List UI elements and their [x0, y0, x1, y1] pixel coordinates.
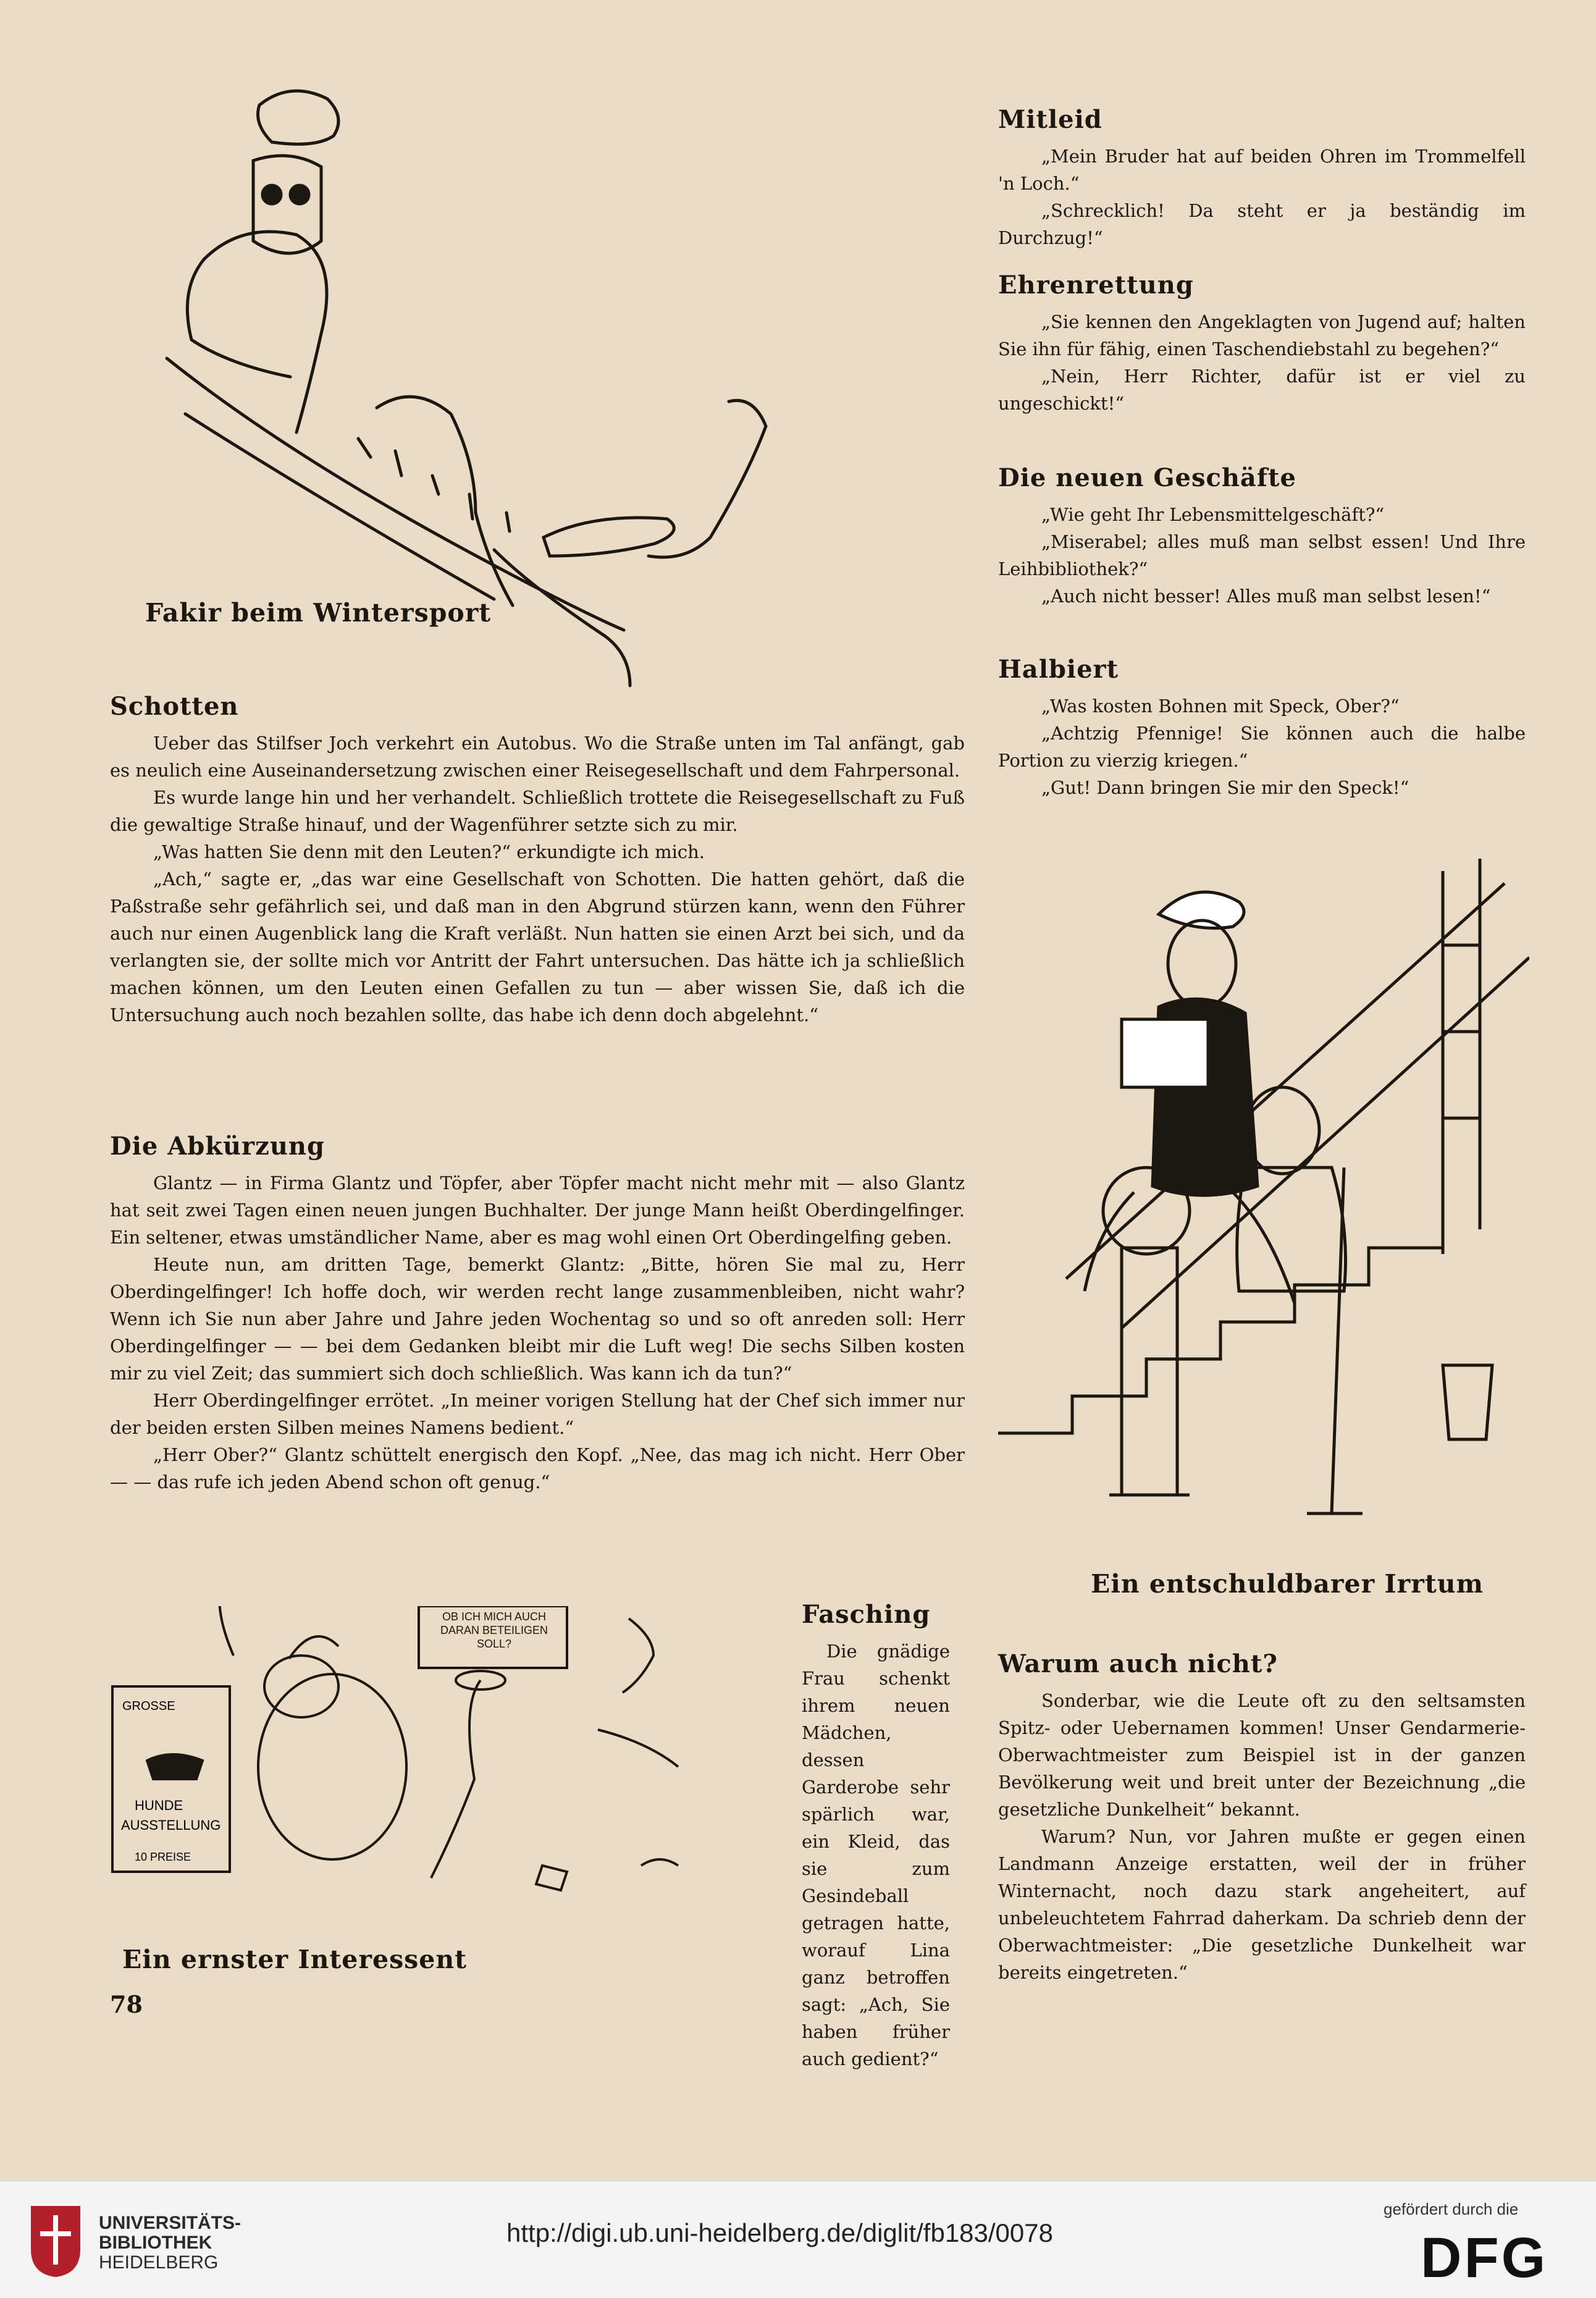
fasching-title: Fasching [802, 1600, 931, 1629]
footer-bar [0, 2181, 1596, 2298]
geschaefte-title: Die neuen Geschäfte [998, 463, 1296, 492]
geschaefte-para-2: „Miserabel; alles muß man selbst essen! Und Ihre Leihbibliothek?“ [998, 531, 1526, 579]
warum-title: Warum auch nicht? [998, 1649, 1278, 1678]
library-line-1: UNIVERSITÄTS- [99, 2213, 242, 2233]
schotten-para-3: „Was hatten Sie denn mit den Leuten?“ erkundigte ich mich. [153, 841, 705, 862]
caption-irrtum: Ein entschuldbarer Irrtum [1091, 1569, 1484, 1599]
poster-ausstellung: AUSSTELLUNG [121, 1817, 221, 1833]
fasching-para-1: Die gnädige Frau schenkt ihrem neuen Mädchen, dessen Garderobe sehr spärlich war, ein Kleid, das sie zum Gesindeball getragen hatte, worauf Lina ganz betroffen sagt: „Ach, Sie haben früher auch gedient?“ [802, 1641, 950, 2069]
warum-para-2: Warum? Nun, vor Jahren mußte er gegen einen Landmann Anzeige erstatten, weil der in früher Winternacht, noch dazu stark angeheitert, auf unbeleuchtetem Fahrrad daherkam. Da schrieb denn der Oberwachtmeister: „Die gesetzliche Dunkelheit war bereits eingetreten.“ [998, 1826, 1526, 1983]
abkuerzung-title: Die Abkürzung [110, 1132, 325, 1161]
dfg-logo[interactable]: DFG [1421, 2226, 1548, 2289]
halbiert-para-3: „Gut! Dann bringen Sie mir den Speck!“ [1041, 777, 1409, 798]
article-warum [998, 1649, 1526, 1986]
library-line-2: BIBLIOTHEK [99, 2233, 212, 2253]
permalink-url[interactable]: http://digi.ub.uni-heidelberg.de/diglit/fb183/0078 [506, 2218, 1053, 2247]
geschaefte-para-1: „Wie geht Ihr Lebensmittelgeschäft?“ [1041, 504, 1385, 525]
mitleid-para-1: „Mein Bruder hat auf beiden Ohren im Trommelfell 'n Loch.“ [998, 146, 1526, 194]
article-abkuerzung [110, 1132, 965, 1496]
speech-bubble: OB ICH MICH AUCH DARAN BETEILIGEN SOLL? [440, 1610, 548, 1650]
abkuerzung-para-3: Herr Oberdingelfinger errötet. „In meiner vorigen Stellung hat der Chef sich immer nur der beiden ersten Silben meines Namens bedient.“ [110, 1390, 965, 1438]
irrtum-illustration [998, 846, 1529, 1544]
ehrenrettung-para-2: „Nein, Herr Richter, dafür ist er viel zu ungeschickt!“ [998, 366, 1526, 414]
abkuerzung-para-1: Glantz — in Firma Glantz und Töpfer, aber Töpfer macht nicht mehr mit — also Glantz hat seit zwei Tagen einen neuen jungen Buchhalter. Der junge Mann heißt Oberdingelfinger. Ein seltener, etwas umständlicher Name, aber es mag wohl einen Ort Oberdingelfing geben. [110, 1172, 965, 1248]
schotten-para-2: Es wurde lange hin und her verhandelt. Schließlich trottete die Reisegesellschaft zu Fuß die gewaltige Straße hinauf, und der Wagenführer setzte sich zu mir. [110, 787, 965, 835]
halbiert-title: Halbiert [998, 655, 1119, 684]
article-geschaefte [998, 463, 1526, 610]
poster-hunde: HUNDE [135, 1798, 183, 1813]
library-logo-text[interactable] [99, 2213, 241, 2273]
ehrenrettung-para-1: „Sie kennen den Angeklagten von Jugend auf; halten Sie ihn für fähig, einen Taschendiebstahl zu begehen?“ [998, 311, 1526, 360]
poster-preise: 10 PREISE [135, 1851, 191, 1863]
library-line-3: HEIDELBERG [99, 2252, 219, 2273]
mitleid-para-2: „Schrecklich! Da steht er ja beständig im Durchzug!“ [998, 200, 1526, 248]
article-schotten [110, 692, 965, 1029]
warum-para-1: Sonderbar, wie die Leute oft zu den seltsamsten Spitz- oder Uebernamen kommen! Unser Gendarmerie-Oberwachtmeister zum Beispiel ist in der ganzen Bevölkerung weit und breit unter der Bezeichnung „die gesetzliche Dunkelheit“ bekannt. [998, 1690, 1526, 1820]
interessent-illustration [110, 1606, 740, 1952]
article-fasching [802, 1600, 950, 2073]
schotten-para-4: „Ach,“ sagte er, „das war eine Gesellschaft von Schotten. Die hatten gehört, daß die Paßstraße sehr gefährlich sei, und daß man in den Abgrund stürzen kann, wenn den Führer auch nur einen Augenblick lang die Kraft verläßt. Nun hatten sie einen Arzt bei sich, und da verlangten sie, der sollte mich vor Antritt der Fahrt untersuchen. Das hätte ich ja schließlich machen können, um den Leuten einen Gefallen zu tun — aber wissen Sie, daß ich die Untersuchung auch noch bezahlen sollte, das habe ich denn doch abgelehnt.“ [110, 869, 965, 1025]
caption-fakir: Fakir beim Wintersport [145, 598, 492, 628]
page-number: 78 [110, 1990, 143, 2018]
university-seal-icon [25, 2200, 86, 2280]
ehrenrettung-title: Ehrenrettung [998, 271, 1194, 300]
halbiert-para-2: „Achtzig Pfennige! Sie können auch die halbe Portion zu vierzig kriegen.“ [998, 723, 1526, 771]
article-ehrenrettung [998, 271, 1526, 417]
abkuerzung-para-4: „Herr Ober?“ Glantz schüttelt energisch den Kopf. „Nee, das mag ich nicht. Herr Ober — — das rufe ich jeden Abend schon oft genug.“ [110, 1444, 965, 1492]
abkuerzung-para-2: Heute nun, am dritten Tage, bemerkt Glantz: „Bitte, hören Sie mal zu, Herr Oberdingelfinger! Ich hoffe doch, wir werden recht lange zusammenbleiben, nicht wahr? Wenn ich Sie nun aber Jahre und Jahre jeden Wochentag so und so oft anreden soll: Herr Oberdingelfinger — — bei dem Gedanken bleibt mir die Luft weg! Die sechs Silben kosten mir zu viel Zeit; das summiert sich doch schließlich. Was kann ich da tun?“ [110, 1254, 965, 1384]
funding-note: gefördert durch die [1384, 2200, 1519, 2218]
article-mitleid [998, 105, 1526, 251]
article-halbiert [998, 655, 1526, 801]
halbiert-para-1: „Was kosten Bohnen mit Speck, Ober?“ [1041, 696, 1400, 717]
mitleid-title: Mitleid [998, 105, 1102, 134]
caption-interessent: Ein ernster Interessent [122, 1945, 468, 1974]
schotten-para-1: Ueber das Stilfser Joch verkehrt ein Autobus. Wo die Straße unten im Tal anfängt, gab es neulich eine Auseinandersetzung zwischen einer Reisegesellschaft und dem Fahrpersonal. [110, 733, 965, 781]
schotten-title: Schotten [110, 692, 239, 721]
geschaefte-para-3: „Auch nicht besser! Alles muß man selbst lesen!“ [1041, 586, 1491, 607]
poster-grosse: GROSSE [122, 1699, 175, 1713]
